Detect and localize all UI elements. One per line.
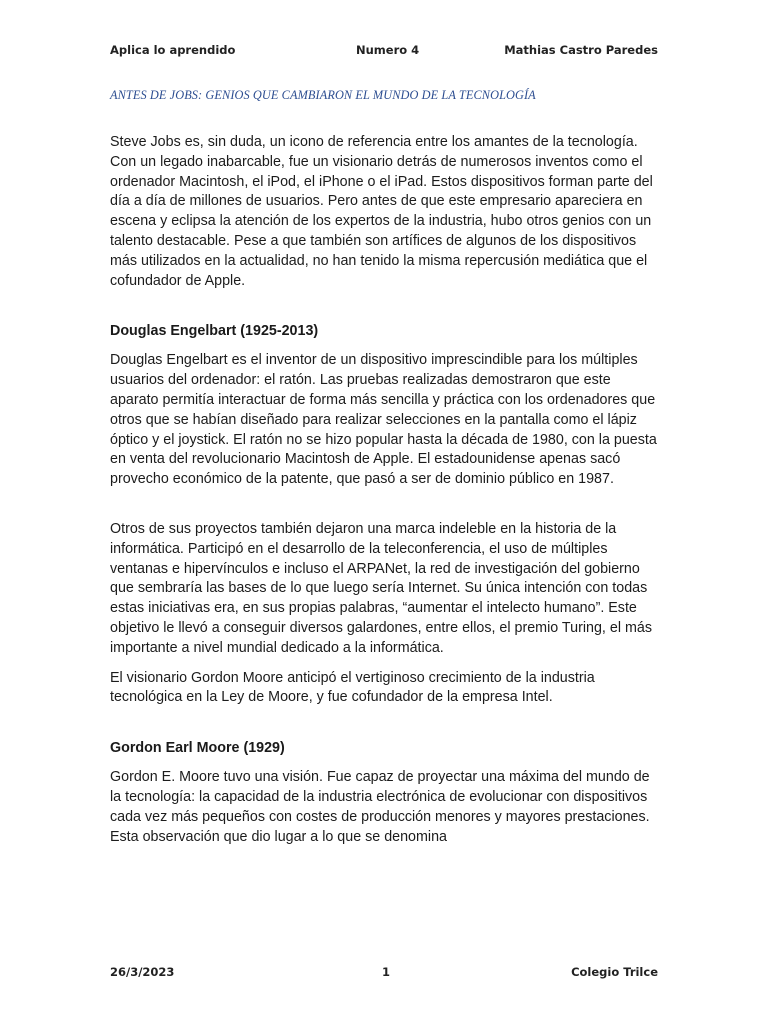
footer-page-number: 1 xyxy=(382,965,391,979)
intro-paragraph: Steve Jobs es, sin duda, un icono de referencia entre los amantes de la tecnología. Con un legado inabarcable, fue un visionario detrás de numerosos inventos como el ordenador Macintosh, el iPod, el iPhone o el iPad. Estos dispositivos forman parte del día a día de millones de usuarios. Pero antes de que este empresario apareciera en escena y eclipsa la atención de los expertos de la industria, hubo otros genios con un talento destacable. Pese a que también son artífices de algunos de los dispositivos más utilizados en la actualidad, no han tenido la misma repercusión mediática que el cofundador de Apple. xyxy=(110,134,653,289)
moore-paragraph-1: Gordon E. Moore tuvo una visión. Fue capaz de proyectar una máxima del mundo de la tecnología: la capacidad de la industria electrónica de evolucionar con dispositivos cada vez más pequeños con costes de producción menores y mayores prestaciones. Esta observación que dio lugar a lo que se denomina xyxy=(110,769,650,845)
footer-date: 26/3/2023 xyxy=(110,965,175,979)
document-title: ANTES DE JOBS: GENIOS QUE CAMBIARON EL MUNDO DE LA TECNOLOGÍA xyxy=(110,88,536,102)
page-header xyxy=(110,43,658,61)
header-subject: Aplica lo aprendido xyxy=(110,43,236,57)
section-heading-moore: Gordon Earl Moore (1929) xyxy=(110,740,285,757)
engelbart-paragraph-2: Otros de sus proyectos también dejaron una marca indeleble en la historia de la informática. Participó en el desarrollo de la teleconferencia, el uso de múltiples ventanas e hipervínculos e incluso el ARPANet, la red de investigación del gobierno que sembraría las bases de lo que luego sería Internet. Su única intención con todas estas iniciativas era, en sus propias palabras, “aumentar el intelecto humano”. Este objetivo le llevó a conseguir diversos galardones, entre ellos, el premio Turing, el más importante a nivel mundial dedicado a la informática. xyxy=(110,520,652,656)
engelbart-paragraph-1: Douglas Engelbart es el inventor de un dispositivo imprescindible para los múltiples usuarios del ordenador: el ratón. Las pruebas realizadas demostraron que este aparato permitía interactuar de forma más sencilla y práctica con los ordenadores que otros que se habían diseñado para realizar selecciones en la pantalla como el lápiz óptico y el joystick. El ratón no se hizo popular hasta la década de 1980, con la puesta en venta del revolucionario Macintosh de Apple. El estadounidense apenas sacó provecho económico de la patente, que pasó a ser de dominio público en 1987. xyxy=(110,352,657,488)
section-heading-engelbart: Douglas Engelbart (1925-2013) xyxy=(110,323,319,340)
footer-school: Colegio Trilce xyxy=(571,965,658,979)
page-footer xyxy=(110,965,658,983)
header-author: Mathias Castro Paredes xyxy=(504,43,658,57)
document-body xyxy=(110,88,662,847)
engelbart-paragraph-3: El visionario Gordon Moore anticipó el vertiginoso crecimiento de la industria tecnológica en la Ley de Moore, y fue cofundador de la empresa Intel. xyxy=(110,669,595,706)
header-number: Numero 4 xyxy=(356,43,420,57)
